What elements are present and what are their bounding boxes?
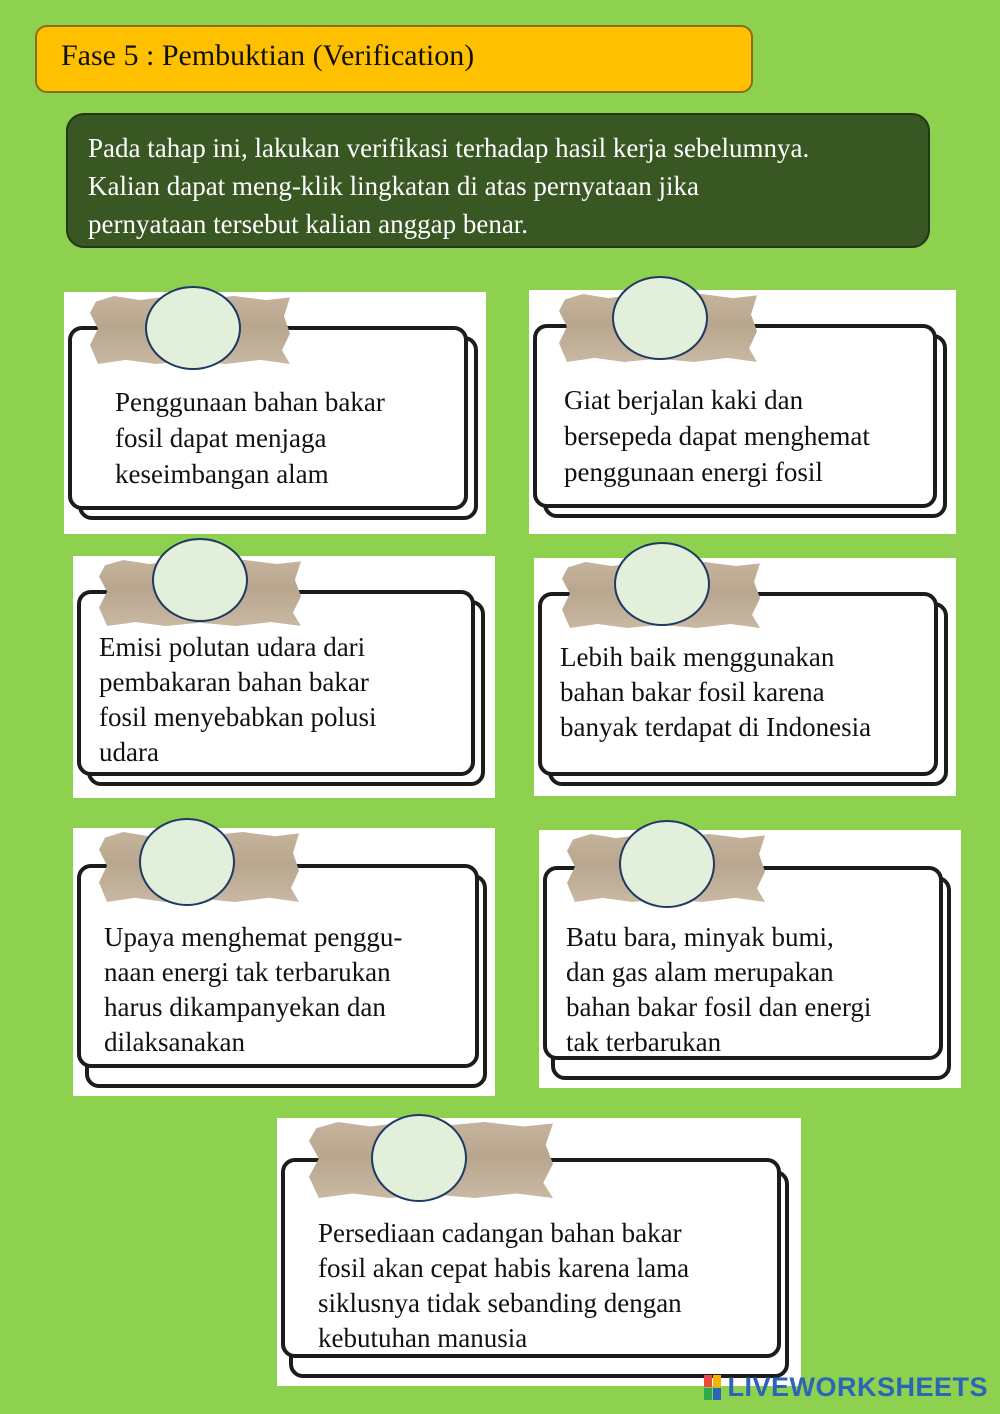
statement-text-2: Giat berjalan kaki dan bersepeda dapat menghemat penggunaan energi fosil xyxy=(564,385,870,487)
phase-title: Fase 5 : Pembuktian (Verification) xyxy=(61,39,475,72)
logo-square xyxy=(713,1388,721,1400)
statement-card-6 xyxy=(539,830,961,1088)
verify-circle-1[interactable] xyxy=(145,286,241,370)
logo-square xyxy=(713,1375,721,1387)
verify-circle-2[interactable] xyxy=(612,276,708,360)
statement-text-7: Persediaan cadangan bahan bakar fosil akan cepat habis karena lama siklusnya tidak sebanding dengan kebutuhan manusia xyxy=(318,1218,690,1353)
statement-text-6: Batu bara, minyak bumi, dan gas alam merupakan bahan bakar fosil dan energi tak terbarukan xyxy=(566,922,872,1057)
statement-card-5 xyxy=(73,828,495,1096)
statement-card-4 xyxy=(534,558,956,796)
statement-card-7 xyxy=(277,1118,801,1386)
statement-text-3: Emisi polutan udara dari pembakaran bahan bakar fosil menyebabkan polusi udara xyxy=(99,632,377,767)
verify-circle-3[interactable] xyxy=(152,538,248,622)
statement-text-5: Upaya menghemat penggu- naan energi tak terbarukan harus dikampanyekan dan dilaksanakan xyxy=(104,922,403,1057)
logo-square xyxy=(704,1375,712,1387)
statement-card-2 xyxy=(529,290,956,534)
liveworksheets-logo-icon xyxy=(704,1375,721,1400)
instruction-box xyxy=(66,113,930,248)
verify-circle-6[interactable] xyxy=(619,820,715,908)
statement-text-1: Penggunaan bahan bakar fosil dapat menjaga keseimbangan alam xyxy=(115,387,385,489)
brand-name: LIVEWORKSHEETS xyxy=(727,1372,988,1402)
verify-circle-7[interactable] xyxy=(371,1114,467,1202)
instruction-text: Pada tahap ini, lakukan verifikasi terhadap hasil kerja sebelumnya. Kalian dapat meng-klik lingkatan di atas pernyataan jika pernyataan tersebut kalian anggap benar. xyxy=(88,133,810,239)
logo-square xyxy=(704,1388,712,1400)
verify-circle-5[interactable] xyxy=(139,818,235,906)
statement-card-3 xyxy=(73,556,495,798)
statement-text-4: Lebih baik menggunakan bahan bakar fosil karena banyak terdapat di Indonesia xyxy=(560,642,872,742)
statement-card-1 xyxy=(64,292,486,534)
liveworksheets-brand xyxy=(704,1372,988,1403)
phase-header xyxy=(35,25,753,93)
verify-circle-4[interactable] xyxy=(614,542,710,626)
